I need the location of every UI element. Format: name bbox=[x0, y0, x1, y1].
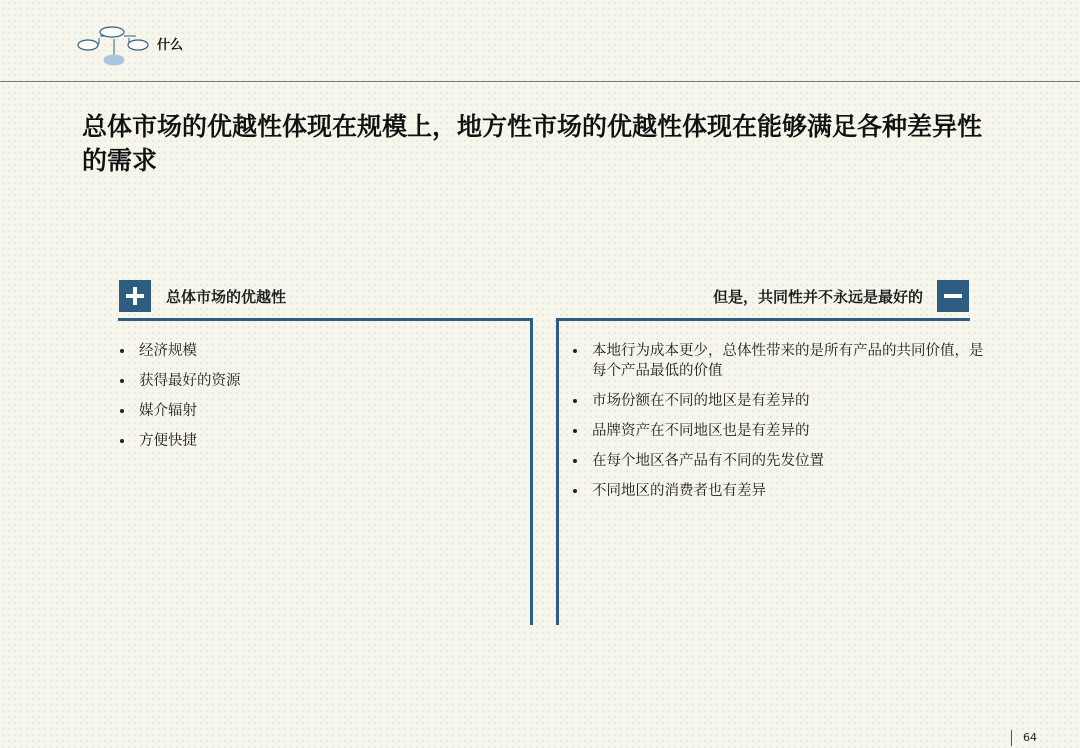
org-chart-icon bbox=[76, 24, 152, 68]
list-item: 媒介辐射 bbox=[118, 401, 498, 421]
minus-icon bbox=[937, 280, 969, 312]
plus-icon bbox=[119, 280, 151, 312]
right-bullet-list bbox=[571, 341, 991, 511]
left-panel-header bbox=[119, 280, 286, 312]
nav-label: 什么 bbox=[157, 38, 184, 53]
list-item: 经济规模 bbox=[118, 341, 498, 361]
right-panel-header bbox=[713, 280, 969, 312]
right-panel-side-rule bbox=[556, 318, 559, 625]
list-item: 不同地区的消费者也有差异 bbox=[571, 481, 991, 501]
page-number-divider bbox=[1011, 730, 1012, 746]
list-item: 市场份额在不同的地区是有差异的 bbox=[571, 391, 991, 411]
page-number: 64 bbox=[1023, 731, 1037, 744]
list-item: 本地行为成本更少，总体性带来的是所有产品的共同价值，是每个产品最低的价值 bbox=[571, 341, 991, 381]
right-panel-top-rule bbox=[556, 318, 970, 321]
left-bullet-list bbox=[118, 341, 498, 461]
header-divider bbox=[0, 81, 1080, 82]
list-item: 在每个地区各产品有不同的先发位置 bbox=[571, 451, 991, 471]
left-panel-top-rule bbox=[118, 318, 533, 321]
right-panel-heading: 但是，共同性并不永远是最好的 bbox=[712, 287, 923, 306]
list-item: 品牌资产在不同地区也是有差异的 bbox=[571, 421, 991, 441]
left-panel-heading: 总体市场的优越性 bbox=[166, 287, 287, 306]
page-title: 总体市场的优越性体现在规模上，地方性市场的优越性体现在能够满足各种差异性的需求 bbox=[82, 112, 983, 175]
list-item: 获得最好的资源 bbox=[118, 371, 498, 391]
left-panel-side-rule bbox=[530, 318, 533, 625]
list-item: 方便快捷 bbox=[118, 431, 498, 451]
